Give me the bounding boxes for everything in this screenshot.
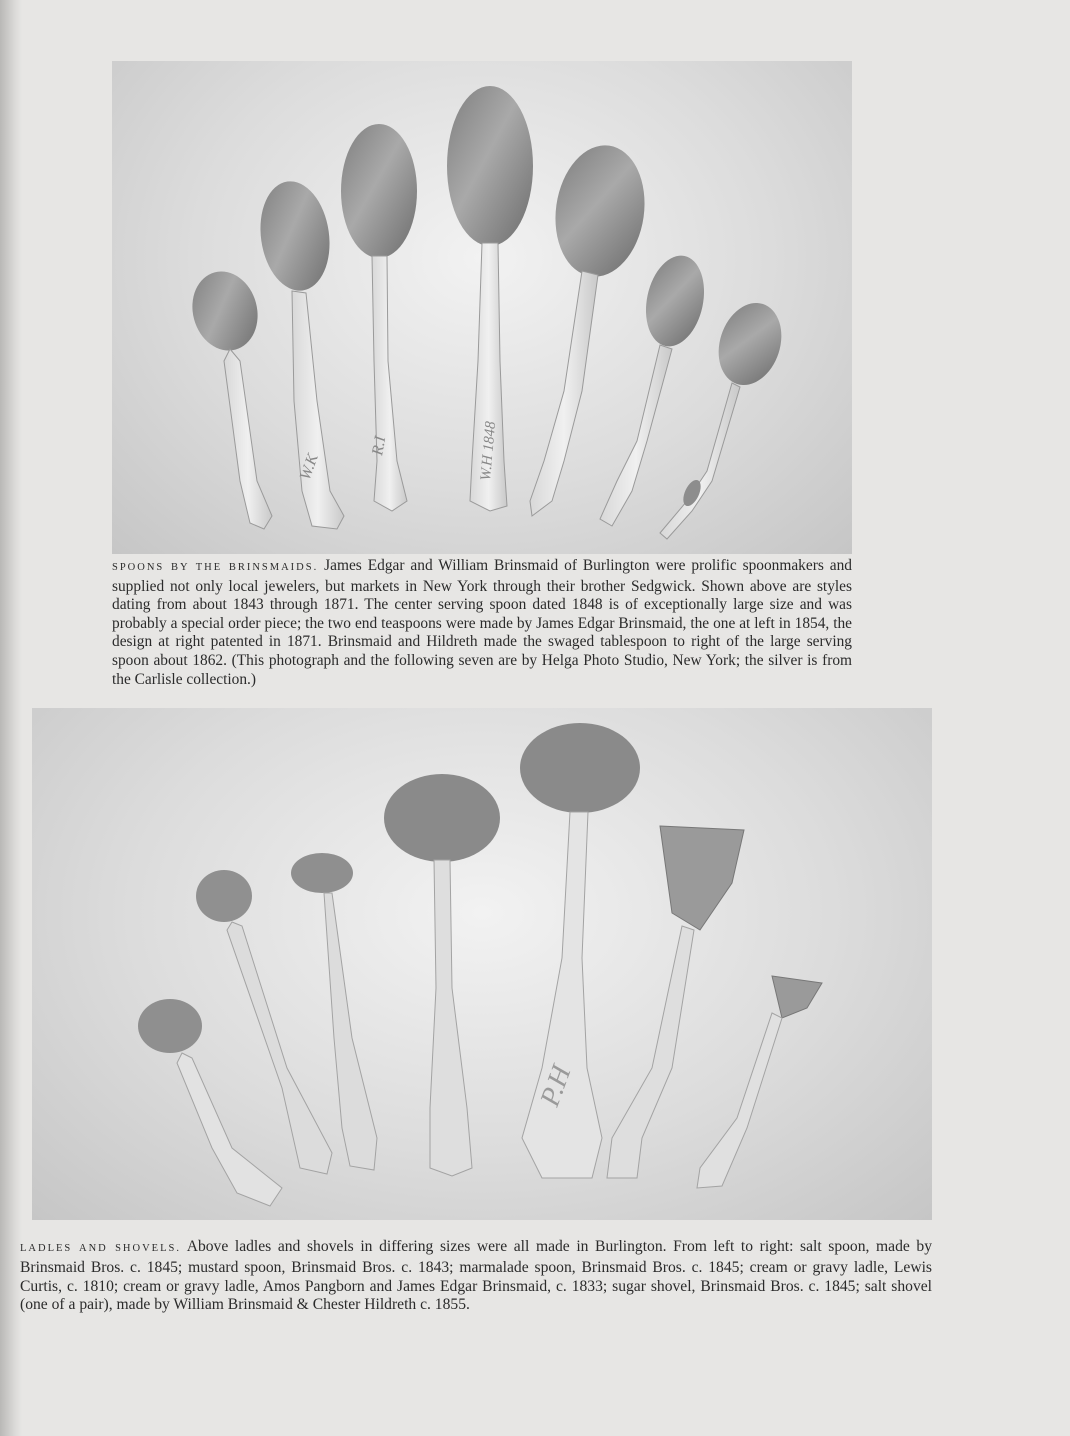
- spoon-3: [341, 124, 417, 511]
- ladles-caption: [20, 1238, 932, 1315]
- spoons-illustration: [112, 61, 852, 554]
- spoon-4: [447, 86, 533, 511]
- engraving: P.H: [534, 1061, 578, 1111]
- engraving: R.I: [369, 434, 390, 457]
- ladles-photograph: [32, 708, 932, 1220]
- spoons-caption: [112, 557, 852, 689]
- spoons-caption-heading: SPOONS BY THE BRINSMAIDS.: [112, 562, 319, 573]
- ladle-5: [520, 723, 640, 1178]
- engraving: W.K: [296, 451, 322, 483]
- book-gutter-shadow: [0, 0, 22, 1436]
- spoons-caption-body: James Edgar and William Brinsmaid of Burlington were prolific spoonmakers and supplied not only local jewelers, but markets in New York through their brother Sedgwick. Shown above are styles dating from about 1843 through 1871. The center serving spoon dated 1848 is of exceptionally large size and was probably a special order piece; the two end teaspoons were made by James Edgar Brinsmaid, the one at left in 1854, the design at right patented in 1871. Brinsmaid and Hildreth made the swaged tablespoon to right of the large serving spoon about 1862. (This photograph and the following seven are by Helga Photo Studio, New York; the silver is from the Carlisle collection.): [112, 557, 852, 688]
- ladle-1: [138, 999, 282, 1206]
- spoon-1: [184, 264, 272, 529]
- ladles-caption-body: Above ladles and shovels in differing sizes were all made in Burlington. From left to right: salt spoon, made by Brinsmaid Bros. c. 1845; mustard spoon, Brinsmaid Bros. c. 1843; marmalade spoon, Brinsmaid Bros. c. 1845; cream or gravy ladle, Lewis Curtis, c. 1810; cream or gravy ladle, Amos Pangborn and James Edgar Brinsmaid, c. 1833; sugar shovel, Brinsmaid Bros. c. 1845; salt shovel (one of a pair), made by William Brinsmaid & Chester Hildreth c. 1855.: [20, 1238, 932, 1314]
- ladles-illustration: [32, 708, 932, 1220]
- shovel-1: [607, 826, 744, 1178]
- shovel-2: [697, 976, 822, 1188]
- spoons-photograph: [112, 61, 852, 554]
- spoon-2: [254, 177, 344, 529]
- engraving: W.H 1848: [478, 420, 500, 482]
- ladle-4: [384, 774, 500, 1176]
- ladles-caption-heading: LADLES AND SHOVELS.: [20, 1243, 181, 1254]
